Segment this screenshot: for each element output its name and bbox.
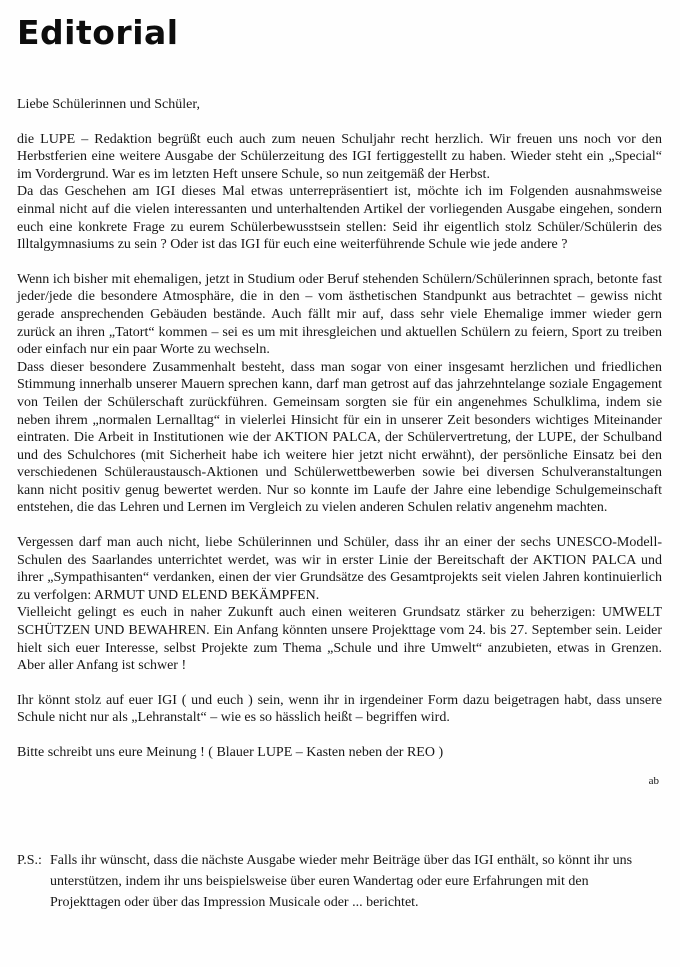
- ps-text: Falls ihr wünscht, dass die nächste Ausgabe wieder mehr Beiträge über das IGI enthält, so könnt ihr uns unterstützen, indem ihr uns beispielsweise über euren Wandertag oder eure Erfahrungen mit den Projekttagen oder über das Impression Musicale oder ... berichtet.: [50, 852, 633, 910]
- paragraph-unesco: Vergessen darf man auch nicht, liebe Schülerinnen und Schüler, dass ihr an einer der sechs UNESCO-Modell-Schulen des Saarlandes unterrichtet werdet, was wir in erster Linie der Bereitschaft der AKTION PALCA und ihrer „Sympathisanten“ verdanken, einen der vier Grundsätze des Gesamtprojekts seit vielen Jahren kontinuierlich zu verfolgen: ARMUT UND ELEND BEKÄMPFEN.: [17, 535, 662, 603]
- ps-label: P.S.:: [17, 852, 42, 868]
- salutation: Liebe Schülerinnen und Schüler,: [17, 97, 200, 112]
- page-title: Editorial: [17, 13, 179, 52]
- paragraph-question: Da das Geschehen am IGI dieses Mal etwas unterrepräsentiert ist, möchte ich im Folgenden ausnahmsweise einmal nicht auf die vielen interessanten und unterhaltenden Artikel der vorliegenden Ausgabe eingehen, sondern euch eine konkrete Frage zu eurem Schülerbewusstsein stellen: Seid ihr eigentlich stolz Schüler/Schülerin des Illtalgymnasiums zu sein ? Oder ist das IGI für euch eine weiterführende Schule wie jede andere ?: [17, 184, 662, 253]
- paragraph-alumni: Wenn ich bisher mit ehemaligen, jetzt in Studium oder Beruf stehenden Schülern/Schülerinnen sprach, betonte fast jeder/jede die besondere Atmosphäre, die in den – vom ästhetischen Standpunkt aus betrachtet – gewiss nicht gerade ansprechenden Gebäuden bestände. Auch fällt mir auf, dass sehr viele Ehemalige immer wieder gern zurück an ihren „Tatort“ kommen – sei es um mit ihresgleichen und aktuellen Schülern zu feiern, Sport zu treiben oder einfach nur ein paar Worte zu wechseln.: [17, 271, 662, 358]
- paragraph-community: Dass dieser besondere Zusammenhalt besteht, dass man sogar von einer insgesamt herzlichen und friedlichen Stimmung innerhalb unserer Mauern sprechen kann, darf man getrost auf das jahrzehntelange soziale Engagement von Teilen der Schülerschaft zurückführen. Gemeinsam sorgten sie für ein angenehmes Schulklima, indem sie neben ihrem „normalen Lernalltag“ in vielerlei Hinsicht für ein in unserer Zeit besonders wichtiges Miteinander eintraten. Die Arbeit in Institutionen wie der AKTION PALCA, der Schülervertretung, der LUPE, der Schulband und des Schulchores (mit Sicherheit habe ich weitere hier jetzt nicht erwähnt), der persönliche Einsatz bei den verschiedenen Schüleraustausch-Aktionen und Schülerwettbewerben sowie bei diversen Schulveranstaltungen kann nicht positiv genug bewertet werden. Nur so konnte im Laufe der Jahre eine lebendige Schulgemeinschaft entstehen, die das Lehren und Lernen im Vergleich zu vielen anderen Schulen relativ angenehm machten.: [17, 359, 662, 516]
- author-initials: ab: [648, 774, 659, 787]
- paragraph-stolz: Ihr könnt stolz auf euer IGI ( und euch ) sein, wenn ihr in irgendeiner Form dazu beigetragen habt, dass unsere Schule nicht nur als „Lehranstalt“ – wie es so hässlich heißt – begriffen wird.: [17, 692, 662, 726]
- paragraph-intro: die LUPE – Redaktion begrüßt euch auch zum neuen Schuljahr recht herzlich. Wir freuen uns noch vor den Herbstferien eine weitere Ausgabe der Schülerzeitung des IGI fertiggestellt zu haben. Wieder steht ein „Special“ im Vordergrund. War es im letzten Heft unsere Schule, so nun zeitgemäß der Herbst.: [17, 131, 662, 182]
- postscript: [17, 850, 662, 913]
- closing-line: Bitte schreibt uns eure Meinung ! ( Blauer LUPE – Kasten neben der REO ): [17, 745, 444, 760]
- paragraph-umwelt: Vielleicht gelingt es euch in naher Zukunft auch einen weiteren Grundsatz stärker zu beherzigen: UMWELT SCHÜTZEN UND BEWAHREN. Ein Anfang könnten unsere Projekttage vom 24. bis 27. September sein. Leider hielt sich euer Interesse, selbst Projekte zum Thema „Schule und ihre Umwelt“ anzubieten, etwas in Grenzen. Aber aller Anfang ist schwer !: [17, 605, 662, 674]
